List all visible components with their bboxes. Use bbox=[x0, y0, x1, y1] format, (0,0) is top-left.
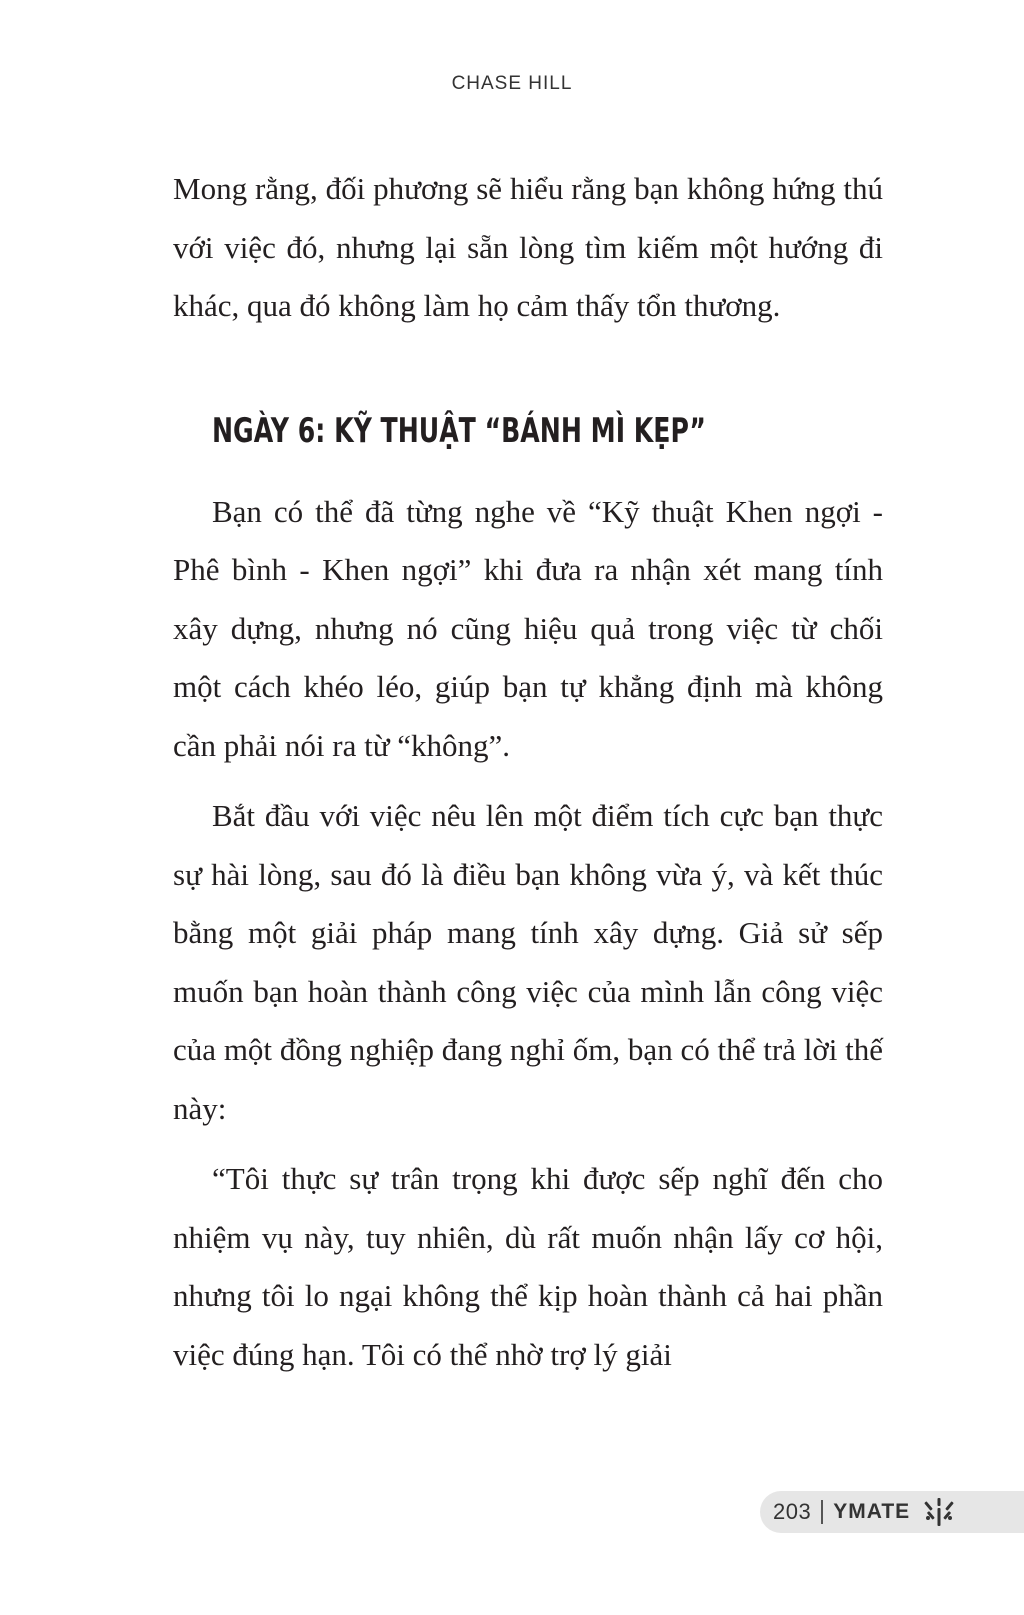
body-paragraph-1: Bạn có thể đã từng nghe về “Kỹ thuật Khen ngợi - Phê bình - Khen ngợi” khi đưa ra nhận xét mang tính xây dựng, nhưng nó cũng hiệu quả trong việc từ chối một cách khéo léo, giúp bạn tự khẳng định mà không cần phải nói ra từ “không”. bbox=[173, 493, 883, 763]
page-number: 203 bbox=[773, 1499, 812, 1524]
running-header: CHASE HILL bbox=[451, 73, 573, 94]
brand-name: YMATE bbox=[833, 1500, 911, 1523]
intro-paragraph: Mong rằng, đối phương sẽ hiểu rằng bạn không hứng thú với việc đó, nhưng lại sẵn lòng tìm kiếm một hướng đi khác, qua đó không làm họ cảm thấy tổn thương. bbox=[173, 171, 883, 323]
section-heading: NGÀY 6: KỸ THUẬT “BÁNH MÌ KẸP” bbox=[212, 410, 706, 451]
page-body bbox=[173, 160, 883, 1384]
ymate-logo-icon bbox=[922, 1495, 956, 1529]
body-paragraph-3: “Tôi thực sự trân trọng khi được sếp nghĩ đến cho nhiệm vụ này, tuy nhiên, dù rất muốn nhận lấy cơ hội, nhưng tôi lo ngại không thể kịp hoàn thành cả hai phần việc đúng hạn. Tôi có thể nhờ trợ lý giải bbox=[173, 1161, 883, 1372]
body-paragraph-2: Bắt đầu với việc nêu lên một điểm tích cực bạn thực sự hài lòng, sau đó là điều bạn không vừa ý, và kết thúc bằng một giải pháp mang tính xây dựng. Giả sử sếp muốn bạn hoàn thành công việc của mình lẫn công việc của một đồng nghiệp đang nghỉ ốm, bạn có thể trả lời thế này: bbox=[173, 798, 883, 1126]
page-footer bbox=[760, 1491, 1024, 1533]
footer-divider bbox=[821, 1500, 823, 1524]
